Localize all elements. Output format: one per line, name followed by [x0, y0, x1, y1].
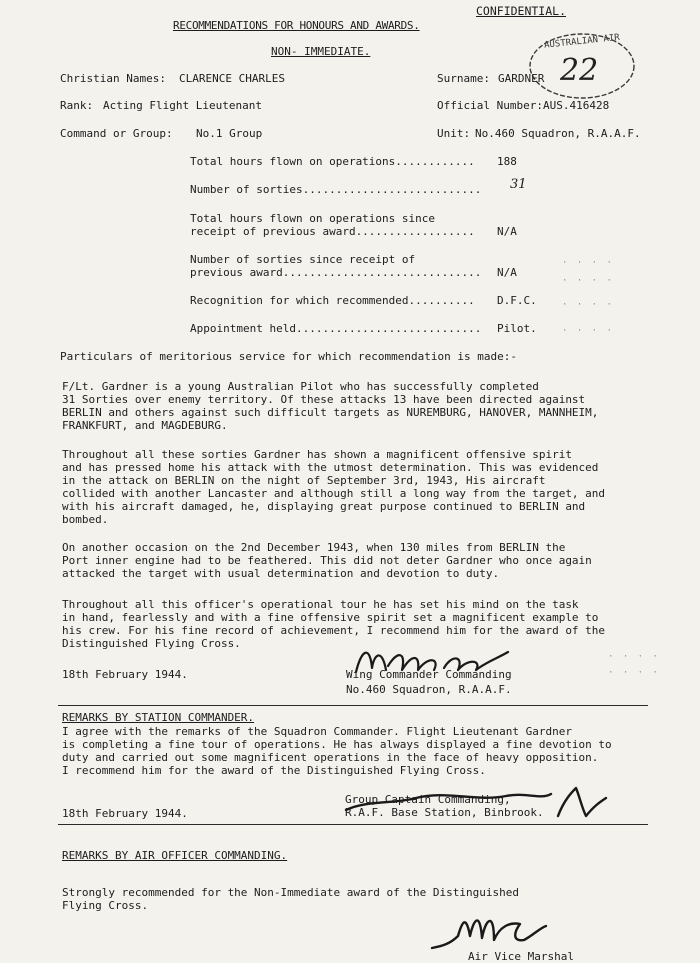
- paragraph-line: and has pressed home his attack with the utmost determination. This was evidenced: [62, 461, 599, 474]
- stat-line: previous award..............................: [190, 266, 482, 279]
- stat-line: Number of sorties...........................: [190, 183, 482, 196]
- stat-value-handwritten: 31: [510, 177, 527, 192]
- paragraph-line: collided with another Lancaster and although still a long way from the target, and: [62, 487, 606, 500]
- paragraph-line: BERLIN and others against such difficult targets as NUREMBURG, HANOVER, MANNHEIM,: [62, 406, 599, 419]
- wing-commander-unit: No.460 Squadron, R.A.A.F.: [346, 683, 512, 696]
- station-commander-remarks: [62, 725, 642, 777]
- remark-line: Strongly recommended for the Non-Immediate award of the Distinguished: [62, 886, 519, 899]
- section-divider: [58, 824, 648, 825]
- unit-label: Unit:: [437, 127, 471, 140]
- command-label: Command or Group:: [60, 127, 173, 140]
- stamp-number: 22: [560, 53, 599, 88]
- paragraph-line: in hand, fearlessly and with a fine offensive spirit set a magnificent example to: [62, 611, 599, 624]
- official-number-value: AUS.416428: [543, 99, 610, 112]
- stat-value: N/A: [497, 225, 517, 238]
- registry-stamp: [520, 22, 640, 102]
- wing-commander-date: 18th February 1944.: [62, 668, 188, 681]
- air-officer-title: Air Vice Marshal: [468, 950, 574, 963]
- station-commander-title: Group Captain Commanding,: [345, 793, 511, 806]
- paragraph-line: bombed.: [62, 513, 109, 526]
- station-commander-date: 18th February 1944.: [62, 807, 188, 820]
- christian-names-label: Christian Names:: [60, 72, 166, 85]
- section-divider: [58, 705, 648, 706]
- stat-line: Total hours flown on operations............: [190, 155, 475, 168]
- station-commander-station: R.A.F. Base Station, Binbrook.: [345, 806, 544, 819]
- surname-label: Surname:: [437, 72, 490, 85]
- paragraph-line: 31 Sorties over enemy territory. Of these attacks 13 have been directed against: [62, 393, 586, 406]
- wing-commander-title: Wing Commander Commanding: [346, 668, 512, 681]
- remark-line: duty and carried out some magnificent operations in the face of heavy opposition.: [62, 751, 599, 764]
- stamp-text: AUSTRALIAN AIR: [543, 32, 621, 51]
- document-subtitle: NON- IMMEDIATE.: [271, 45, 371, 58]
- paragraph-line: On another occasion on the 2nd December 1943, when 130 miles from BERLIN the: [62, 541, 566, 554]
- stat-line: receipt of previous award..................: [190, 225, 475, 238]
- stat-line: Recognition for which recommended..........: [190, 294, 475, 307]
- air-officer-heading: REMARKS BY AIR OFFICER COMMANDING.: [62, 849, 288, 862]
- stat-line: Number of sorties since receipt of: [190, 253, 416, 266]
- margin-mark: · · · ·: [562, 326, 614, 336]
- margin-mark: · · · ·: [562, 276, 614, 286]
- command-value: No.1 Group: [196, 127, 263, 140]
- stat-value: 188: [497, 155, 517, 168]
- paragraph-line: Port inner engine had to be feathered. This did not deter Gardner who once again: [62, 554, 592, 567]
- station-commander-heading: REMARKS BY STATION COMMANDER.: [62, 711, 255, 724]
- stat-line: Total hours flown on operations since: [190, 212, 436, 225]
- paragraph-line: with his aircraft damaged, he, displaying great purpose continued to BERLIN and: [62, 500, 586, 513]
- paragraph-line: in the attack on BERLIN on the night of September 3rd, 1943, His aircraft: [62, 474, 546, 487]
- paragraph-line: FRANKFURT, and MAGDEBURG.: [62, 419, 228, 432]
- paragraph-line: Throughout all these sorties Gardner has shown a magnificent offensive spirit: [62, 448, 572, 461]
- stat-line: Appointment held............................: [190, 322, 482, 335]
- remark-line: Flying Cross.: [62, 899, 149, 912]
- rank-value: Acting Flight Lieutenant: [103, 99, 262, 112]
- stat-value: D.F.C.: [497, 294, 537, 307]
- citation-paragraph: [62, 448, 642, 526]
- document-title: RECOMMENDATIONS FOR HONOURS AND AWARDS.: [173, 19, 420, 32]
- air-officer-signature: [428, 906, 578, 956]
- paragraph-line: F/Lt. Gardner is a young Australian Pilot who has successfully completed: [62, 380, 539, 393]
- remark-line: I agree with the remarks of the Squadron Commander. Flight Lieutenant Gardner: [62, 725, 572, 738]
- paragraph-line: Distinguished Flying Cross.: [62, 637, 241, 650]
- unit-value: No.460 Squadron, R.A.A.F.: [475, 127, 641, 140]
- margin-mark: · · · ·: [608, 668, 660, 678]
- margin-mark: · · · ·: [562, 300, 614, 310]
- particulars-heading: Particulars of meritorious service for which recommendation is made:-: [60, 350, 517, 363]
- paragraph-line: his crew. For his fine record of achievement, I recommend him for the award of the: [62, 624, 606, 637]
- stat-value: N/A: [497, 266, 517, 279]
- citation-paragraph: [62, 541, 642, 580]
- margin-mark: · · · ·: [608, 652, 660, 662]
- surname-value: GARDNER: [498, 72, 545, 85]
- paragraph-line: attacked the target with usual determination and devotion to duty.: [62, 567, 500, 580]
- margin-mark: · · · ·: [562, 258, 614, 268]
- confidential-mark: CONFIDENTIAL.: [476, 4, 567, 18]
- citation-paragraph: [62, 380, 642, 432]
- stat-value: Pilot.: [497, 322, 537, 335]
- paragraph-line: Throughout all this officer's operational tour he has set his mind on the task: [62, 598, 579, 611]
- remark-line: is completing a fine tour of operations. He has always displayed a fine devotion to: [62, 738, 612, 751]
- official-number-label: Official Number:: [437, 99, 543, 112]
- remark-line: I recommend him for the award of the Distinguished Flying Cross.: [62, 764, 486, 777]
- christian-names-value: CLARENCE CHARLES: [179, 72, 285, 85]
- rank-label: Rank:: [60, 99, 94, 112]
